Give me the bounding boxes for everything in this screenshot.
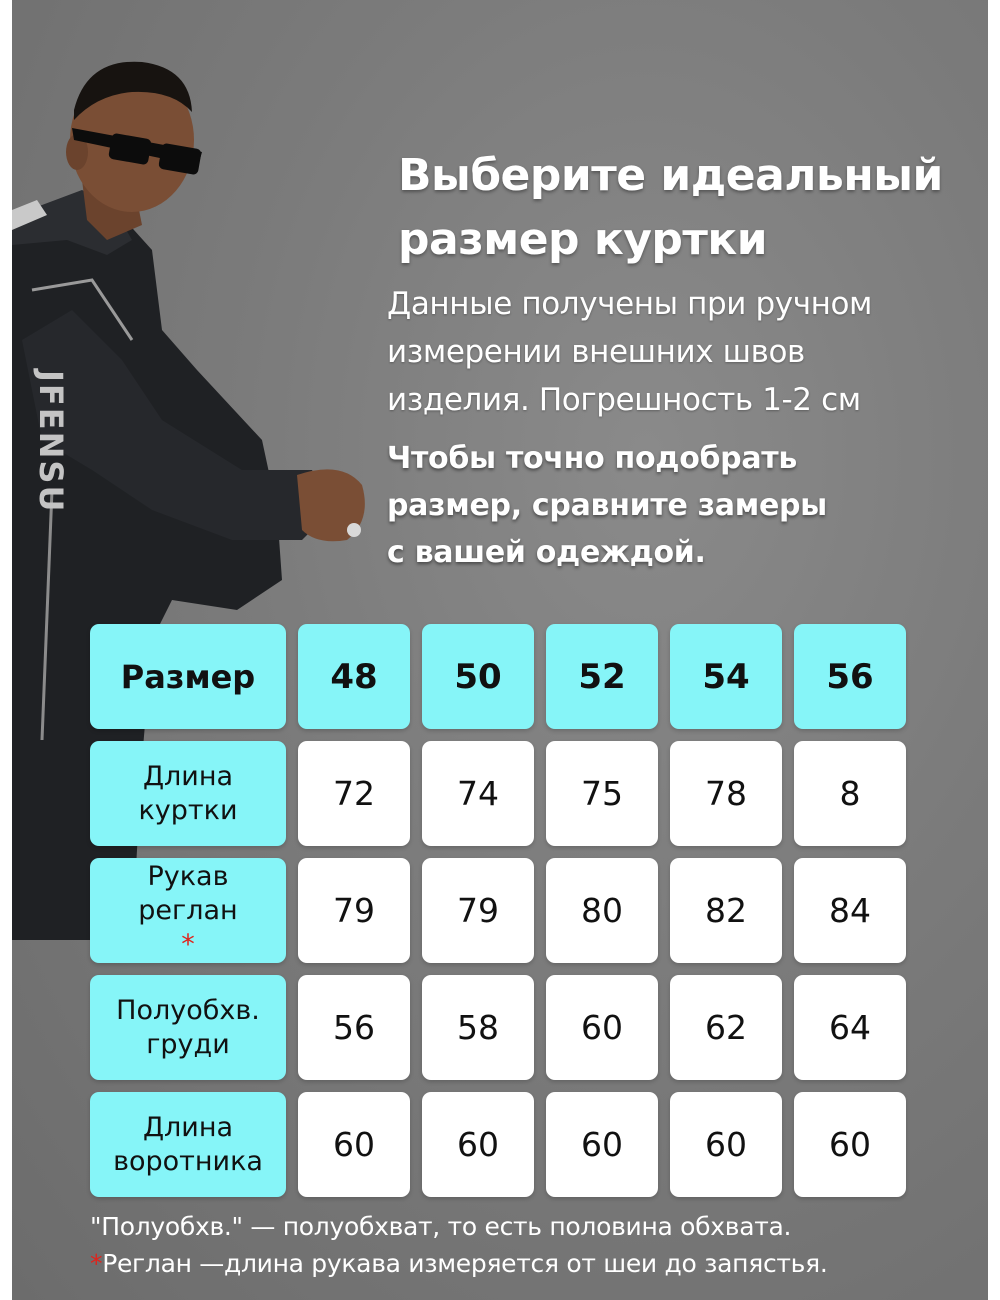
- row-label: [90, 975, 286, 1080]
- measurement-info-line-3: изделия. Погрешность 1-2 см: [387, 382, 861, 418]
- table-cell: 60: [546, 1092, 658, 1197]
- table-cell: 60: [298, 1092, 410, 1197]
- table-cell: 56: [298, 975, 410, 1080]
- title-line-1: Выберите идеальный: [398, 150, 943, 201]
- table-cell: 75: [546, 741, 658, 846]
- measurement-info-line-1: Данные получены при ручном: [387, 286, 873, 322]
- row-label-line-2: реглан: [138, 894, 238, 926]
- measurement-info: [387, 280, 977, 424]
- row-label-line-1: Длина: [142, 760, 234, 792]
- row-label-line-2: воротника: [113, 1145, 263, 1177]
- footnotes: [90, 1208, 988, 1282]
- size-header-cell: 48: [298, 624, 410, 729]
- table-cell: 79: [298, 858, 410, 963]
- table-row-raglan-sleeve: [90, 858, 906, 963]
- footnote-half-girth: "Полуобхв." — полуобхват, то есть половина обхвата.: [90, 1212, 792, 1241]
- table-cell: 84: [794, 858, 906, 963]
- size-header-cell: 50: [422, 624, 534, 729]
- table-cell: 82: [670, 858, 782, 963]
- row-label: [90, 741, 286, 846]
- table-cell: 60: [670, 1092, 782, 1197]
- size-header-cell: 54: [670, 624, 782, 729]
- table-row-collar-length: [90, 1092, 906, 1197]
- row-label-line-1: Длина: [142, 1111, 234, 1143]
- table-cell: 74: [422, 741, 534, 846]
- advice-line-2: размер, сравните замеры: [387, 488, 827, 523]
- table-cell: 78: [670, 741, 782, 846]
- row-label-line-1: Рукав: [147, 860, 229, 892]
- table-row-jacket-length: [90, 741, 906, 846]
- row-label-line-2: груди: [146, 1028, 230, 1060]
- table-cell: 60: [794, 1092, 906, 1197]
- table-cell: 58: [422, 975, 534, 1080]
- advice-line-1: Чтобы точно подобрать: [387, 441, 798, 476]
- table-cell: 80: [546, 858, 658, 963]
- footnote-raglan-text: Реглан —длина рукава измеряется от шеи до запястья.: [102, 1249, 828, 1278]
- advice-line-3: с вашей одеждой.: [387, 535, 706, 570]
- row-label: [90, 858, 286, 963]
- advice-text: [387, 435, 977, 576]
- footnote-asterisk: *: [90, 1249, 103, 1278]
- size-chart-page: [12, 0, 988, 1300]
- table-row-half-chest: [90, 975, 906, 1080]
- row-label-line-2-wrap: [138, 894, 237, 962]
- size-header-label: Размер: [90, 624, 286, 729]
- table-cell: 79: [422, 858, 534, 963]
- table-cell: 60: [422, 1092, 534, 1197]
- row-label-line-1: Полуобхв.: [116, 994, 260, 1026]
- footnote-asterisk: *: [181, 928, 195, 960]
- size-header-cell: 52: [546, 624, 658, 729]
- table-cell: 62: [670, 975, 782, 1080]
- measurement-info-line-2: измерении внешних швов: [387, 334, 805, 370]
- table-cell: 60: [546, 975, 658, 1080]
- table-cell: 8: [794, 741, 906, 846]
- sleeve-print-text: JFENSU: [32, 370, 70, 514]
- page-title: [398, 144, 958, 272]
- size-header-row: [90, 624, 906, 729]
- title-line-2: размер куртки: [398, 214, 768, 265]
- row-label-line-2: куртки: [138, 794, 238, 826]
- table-cell: 72: [298, 741, 410, 846]
- footnote-raglan: [90, 1245, 988, 1282]
- row-label: [90, 1092, 286, 1197]
- size-header-cell: 56: [794, 624, 906, 729]
- table-cell: 64: [794, 975, 906, 1080]
